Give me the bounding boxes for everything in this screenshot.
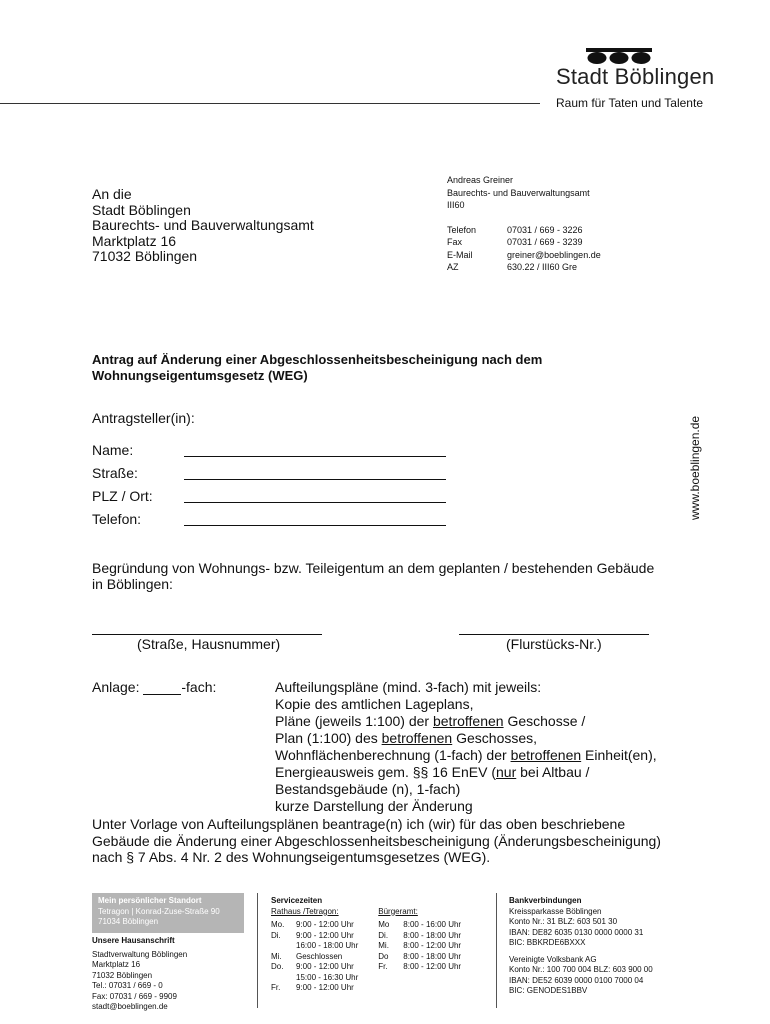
city-logo (586, 48, 652, 64)
website-url: www.boeblingen.de (688, 415, 702, 520)
postal-city-field[interactable] (184, 488, 446, 503)
phone-field[interactable] (184, 511, 446, 526)
contact-row[interactable]: E-Mail greiner@boeblingen.de (447, 249, 601, 260)
attachment-list: Aufteilungspläne (mind. 3-fach) mit jeweils: Kopie des amtlichen Lageplans, Pläne (jeweils 1:100) der betroffenen Geschosse / Plan (1:100) des betroffenen Geschosses, Wohnflächenberechnung (1-fach) der betroffenen Einheit(en), Energieausweis gem. §§ 16 EnEV (nur bei Altbau / Bestandsgebäude (n), 1-fach) kurze Darstellung der Änderung (275, 679, 657, 814)
address-block: Unsere Hausanschrift Stadtverwaltung Böblingen Marktplatz 16 71032 Böblingen Tel.: 07031 / 669 - 0 Fax: 07031 / 669 - 9909 stadt@boeblingen.de (92, 936, 188, 1011)
recipient-line: An die (92, 186, 132, 202)
attachment-count-field[interactable] (143, 681, 181, 695)
contact-name: Andreas Greiner (447, 175, 514, 185)
field-label: Name: (92, 442, 134, 458)
city-name: Stadt Böblingen (556, 64, 715, 89)
reason-text: Begründung von Wohnungs- bzw. Teileigentum an dem geplanten / bestehenden Gebäude in Böblingen: (92, 560, 655, 592)
contact-office: III60 (447, 200, 465, 210)
recipient-line: Baurechts- und Bauverwaltungsamt (92, 217, 314, 233)
contact-block (447, 174, 601, 274)
recipient-line: Stadt Böblingen (92, 201, 191, 218)
service-times: Servicezeiten Rathaus /Tetragon: Mo. 9:00 - 12:00 Uhr Di. 9:00 - 12:00 Uhr 16:00 - 18:00 Uhr Mi. Geschlossen Do. 9:00 - 12:00 Uhr 15:00 - 16:30 Uhr Fr. 9:00 - 12:00 Uhr Bürgeramt: Mo 8:00 - 16:00 Uhr Di. 8:00 - 18:00 Uhr Mi. 8:00 - 12:00 Uhr Do 8:00 - 18:00 Uhr Fr. 8:00 - 12:00 Uhr (271, 896, 462, 992)
applicant-fields (92, 442, 452, 534)
parcel-caption: (Flurstücks-Nr.) (506, 636, 602, 652)
field-row-city (92, 488, 452, 511)
parcel-input-line[interactable] (459, 634, 649, 635)
recipient-line: Marktplatz 16 (92, 232, 177, 249)
email-link[interactable]: greiner@boeblingen.de (507, 249, 601, 260)
name-field[interactable] (184, 442, 446, 457)
contact-row: Fax 07031 / 669 - 3239 (447, 237, 583, 247)
recipient-address (92, 187, 314, 265)
recipient-line: 71032 Böblingen (92, 248, 198, 264)
field-row-phone (92, 511, 452, 534)
slogan: Raum für Taten und Talente (556, 96, 703, 110)
header-divider (0, 103, 540, 104)
field-label: Telefon: (92, 511, 142, 527)
attachment-label: Anlage: -fach: (92, 679, 217, 695)
field-label: Straße: (92, 465, 138, 481)
street-caption: (Straße, Hausnummer) (137, 636, 281, 652)
location-box: Mein persönlicher Standort Tetragon | Konrad-Zuse-Straße 90 71034 Böblingen (92, 893, 244, 933)
field-label: PLZ / Ort: (92, 488, 153, 504)
street-input-line[interactable] (92, 634, 322, 635)
applicant-heading: Antragsteller(in): (92, 410, 195, 426)
field-row-name (92, 442, 452, 465)
document-title: Antrag auf Änderung einer Abgeschlossenheitsbescheinigung nach dem Wohnungseigentumsgesetz (WEG) (92, 352, 543, 383)
contact-row: AZ 630.22 / III60 Gre (447, 262, 578, 272)
footer-email-link[interactable]: stadt@boeblingen.de (92, 1002, 168, 1011)
footer-divider (257, 893, 258, 1008)
contact-department: Baurechts- und Bauverwaltungsamt (447, 187, 590, 198)
footer-divider (496, 893, 497, 1008)
contact-row: Telefon 07031 / 669 - 3226 (447, 224, 583, 235)
bank-details: Bankverbindungen Kreissparkasse Böblingen Konto Nr.: 31 BLZ: 603 501 30 IBAN: DE82 6035 0130 0000 0000 31 BIC: BBKRDE6BXXX Vereinigte Volksbank AG Konto Nr.: 100 700 004 BLZ: 603 900 00 IBAN: DE52 6039 0000 0100 7000 04 BIC: GENODES1BBV (509, 896, 653, 995)
closing-paragraph: Unter Vorlage von Aufteilungsplänen beantrage(n) ich (wir) für das oben beschriebene Gebäude die Änderung einer Abgeschlossenheitsbescheinigung (Änderungsbescheinigung) nach § 7 Abs. 4 Nr. 2 des Wohnungseigentumsgesetzes (WEG). (92, 816, 661, 865)
field-row-street (92, 465, 452, 488)
street-field[interactable] (184, 465, 446, 480)
